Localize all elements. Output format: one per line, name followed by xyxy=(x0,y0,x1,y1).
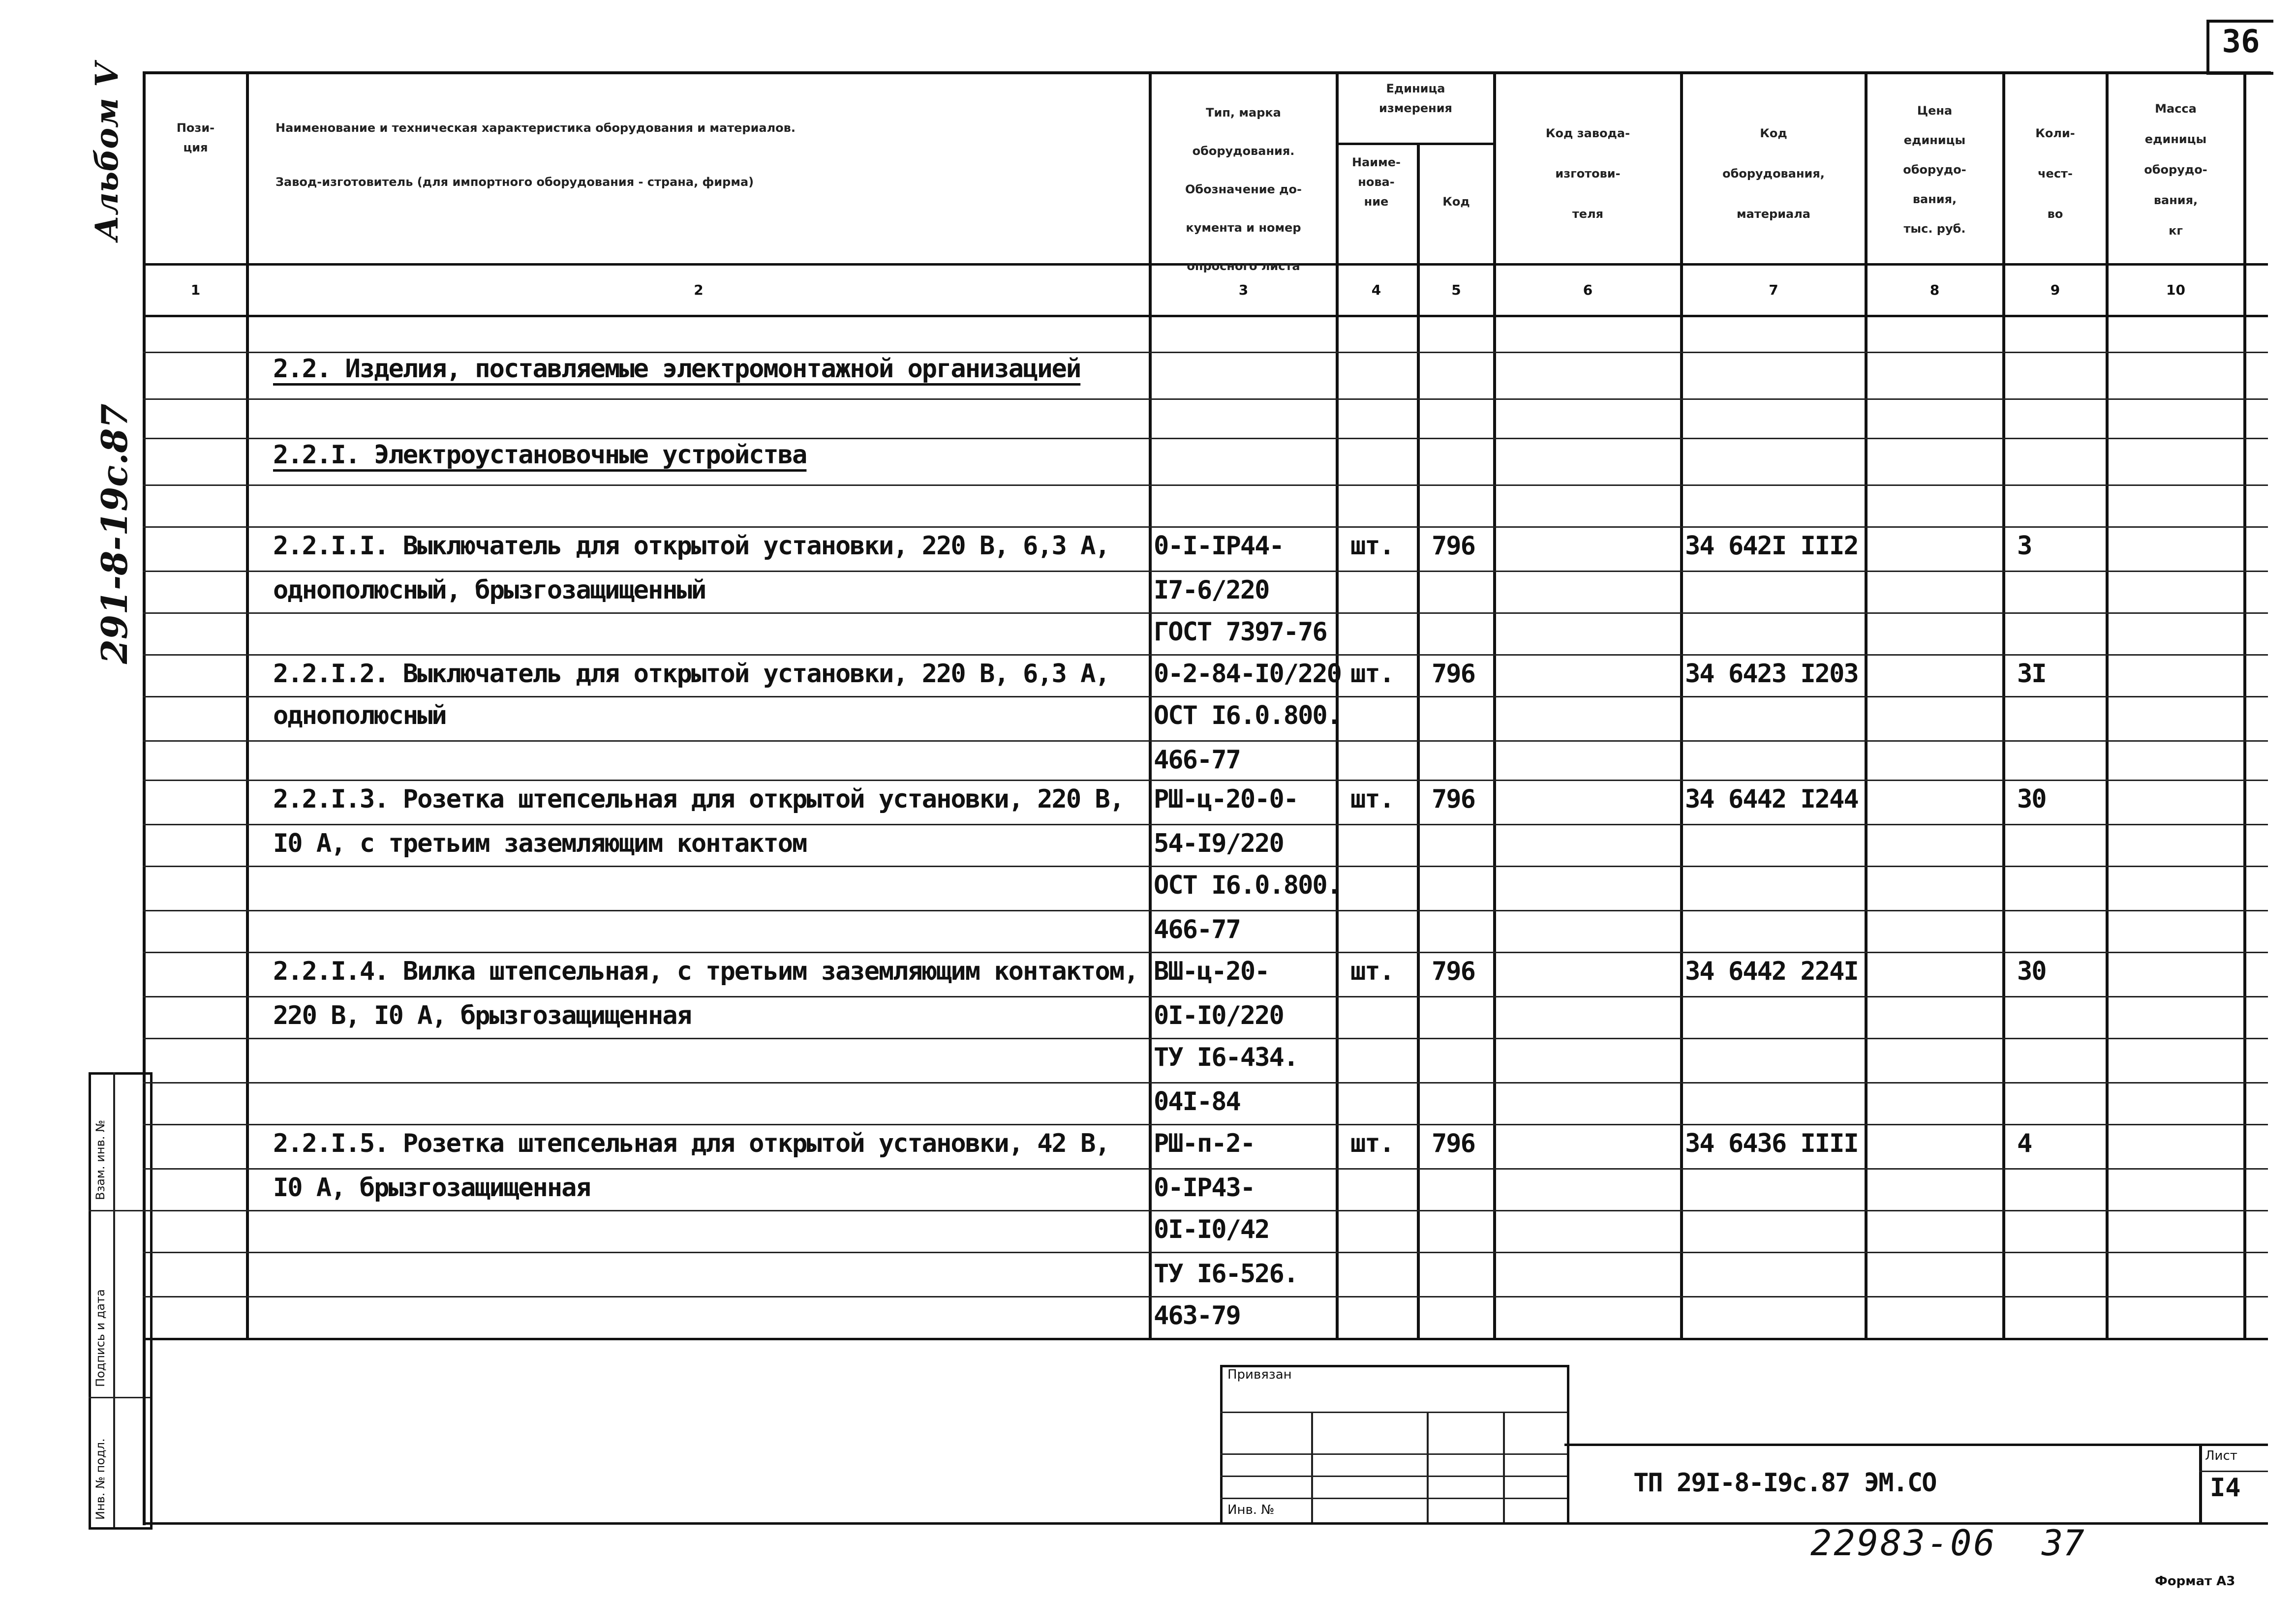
item5-type-4: ТУ I6-526. xyxy=(1154,1259,1298,1289)
item1-name-line1: 2.2.I.I. Выключатель для открытой установки, 220 В, 6,3 А, xyxy=(273,531,1109,561)
item4-equipment-code: 34 6442 224I xyxy=(1685,957,1858,986)
item5-type-5: 463-79 xyxy=(1154,1301,1240,1330)
item1-unit-code: 796 xyxy=(1432,531,1475,561)
item5-type-1: РШ-п-2- xyxy=(1154,1129,1255,1158)
item2-type-3: 466-77 xyxy=(1154,745,1240,775)
col-number-5: 5 xyxy=(1451,282,1461,298)
item3-type-4: 466-77 xyxy=(1154,915,1240,944)
item2-unit: шт. xyxy=(1350,659,1394,689)
item1-type-1: 0-I-IP44- xyxy=(1154,531,1284,561)
item4-unit-code: 796 xyxy=(1432,957,1475,986)
header-name-line1: Наименование и техническая характеристика оборудования и материалов. xyxy=(276,121,796,135)
item4-type-1: ВШ-ц-20- xyxy=(1154,957,1269,986)
section-title: 2.2. Изделия, поставляемые электромонтажной организацией xyxy=(273,354,1081,384)
item5-name-line2: I0 А, брызгозащищенная xyxy=(273,1173,590,1203)
item3-unit-code: 796 xyxy=(1432,784,1475,814)
item5-equipment-code: 34 6436 IIII xyxy=(1685,1129,1858,1158)
item3-type-1: РШ-ц-20-0- xyxy=(1154,784,1298,814)
bottom-archive-code: 22983-06 xyxy=(1810,1522,1997,1564)
col-number-8: 8 xyxy=(1929,282,1940,298)
item3-unit: шт. xyxy=(1350,784,1394,814)
bottom-page-number: 37 xyxy=(2042,1522,2084,1564)
item3-name-line2: I0 А, с третьим заземляющим контактом xyxy=(273,829,807,858)
col-number-4: 4 xyxy=(1371,282,1381,298)
header-quantity: Коли- чест- во xyxy=(2035,126,2075,221)
item1-name-line2: однополюсный, брызгозащищенный xyxy=(273,575,706,605)
item5-unit: шт. xyxy=(1350,1129,1394,1158)
header-mass: Масса единицы оборудо- вания, кг xyxy=(2144,102,2207,238)
item2-unit-code: 796 xyxy=(1432,659,1475,689)
project-code-label: 291-8-19с.87 xyxy=(93,403,135,664)
item3-name-line1: 2.2.I.3. Розетка штепсельная для открытой установки, 220 В, xyxy=(273,784,1124,814)
col-number-1: 1 xyxy=(190,282,201,298)
sheet-number: I4 xyxy=(2210,1473,2241,1503)
privyazan-label: Привязан xyxy=(1227,1367,1292,1382)
item1-type-3: ГОСТ 7397-76 xyxy=(1154,617,1327,647)
item5-type-3: 0I-I0/42 xyxy=(1154,1215,1269,1244)
header-factory-code: Код завода- изготови- теля xyxy=(1545,126,1630,221)
item5-quantity: 4 xyxy=(2017,1129,2032,1158)
col-number-7: 7 xyxy=(1769,282,1778,298)
item5-type-2: 0-IP43- xyxy=(1154,1173,1255,1203)
item3-type-2: 54-I9/220 xyxy=(1154,829,1284,858)
header-equipment-code: Код оборудования, материала xyxy=(1722,126,1825,221)
col-number-3: 3 xyxy=(1238,282,1249,298)
item2-name-line1: 2.2.I.2. Выключатель для открытой установки, 220 В, 6,3 А, xyxy=(273,659,1109,689)
col-number-9: 9 xyxy=(2050,282,2060,298)
header-price: Цена единицы оборудо- вания, тыс. руб. xyxy=(1903,104,1966,236)
item3-type-3: ОСТ I6.0.800. xyxy=(1154,871,1341,900)
col-number-2: 2 xyxy=(694,282,704,298)
item4-name-line1: 2.2.I.4. Вилка штепсельная, с третьим заземляющим контактом, xyxy=(273,957,1138,986)
item1-unit: шт. xyxy=(1350,531,1394,561)
stamp-replace-inv: Взам. инв. № xyxy=(93,1120,107,1200)
document-code: ТП 29I-8-I9с.87 ЭМ.СО xyxy=(1633,1468,1936,1498)
privyazan-box xyxy=(1220,1365,1569,1525)
item2-quantity: 3I xyxy=(2017,659,2046,689)
album-label: Альбом V xyxy=(89,62,125,241)
col-number-6: 6 xyxy=(1583,282,1593,298)
stamp-signature-date: Подпись и дата xyxy=(93,1289,107,1387)
page-number: 36 xyxy=(2222,24,2260,60)
header-type-mark: Тип, марка оборудования. Обозначение до- кумента и номер опросного листа xyxy=(1185,106,1302,273)
item3-equipment-code: 34 6442 I244 xyxy=(1685,784,1858,814)
inv-label: Инв. № xyxy=(1227,1503,1275,1517)
item2-type-2: ОСТ I6.0.800. xyxy=(1154,701,1341,730)
item2-name-line2: однополюсный xyxy=(273,701,446,730)
item1-type-2: I7-6/220 xyxy=(1154,575,1269,605)
col-number-10: 10 xyxy=(2166,282,2185,298)
item5-unit-code: 796 xyxy=(1432,1129,1475,1158)
stamp-inv-original: Инв. № подл. xyxy=(93,1438,107,1520)
format-label: Формат А3 xyxy=(2155,1574,2235,1589)
item5-name-line1: 2.2.I.5. Розетка штепсельная для открытой установки, 42 В, xyxy=(273,1129,1109,1158)
header-position: Пози- ция xyxy=(176,121,215,154)
header-unit-name: Наиме- нова- ние xyxy=(1352,155,1401,209)
sheet-label: Лист xyxy=(2205,1448,2237,1463)
item4-type-4: 04I-84 xyxy=(1154,1087,1240,1116)
item4-unit: шт. xyxy=(1350,957,1394,986)
item3-quantity: 30 xyxy=(2017,784,2046,814)
header-name-line2: Завод-изготовитель (для импортного оборудования - страна, фирма) xyxy=(276,175,754,189)
header-unit-code: Код xyxy=(1442,195,1470,209)
item2-type-1: 0-2-84-I0/220 xyxy=(1154,659,1341,689)
item4-type-2: 0I-I0/220 xyxy=(1154,1001,1284,1030)
item4-name-line2: 220 В, I0 А, брызгозащищенная xyxy=(273,1001,691,1030)
item1-quantity: 3 xyxy=(2017,531,2032,561)
subsection-title: 2.2.I. Электроустановочные устройства xyxy=(273,440,807,470)
item2-equipment-code: 34 6423 I203 xyxy=(1685,659,1858,689)
header-unit: Единица измерения xyxy=(1379,82,1452,115)
item1-equipment-code: 34 642I III2 xyxy=(1685,531,1858,561)
item4-quantity: 30 xyxy=(2017,957,2046,986)
item4-type-3: ТУ I6-434. xyxy=(1154,1043,1298,1072)
